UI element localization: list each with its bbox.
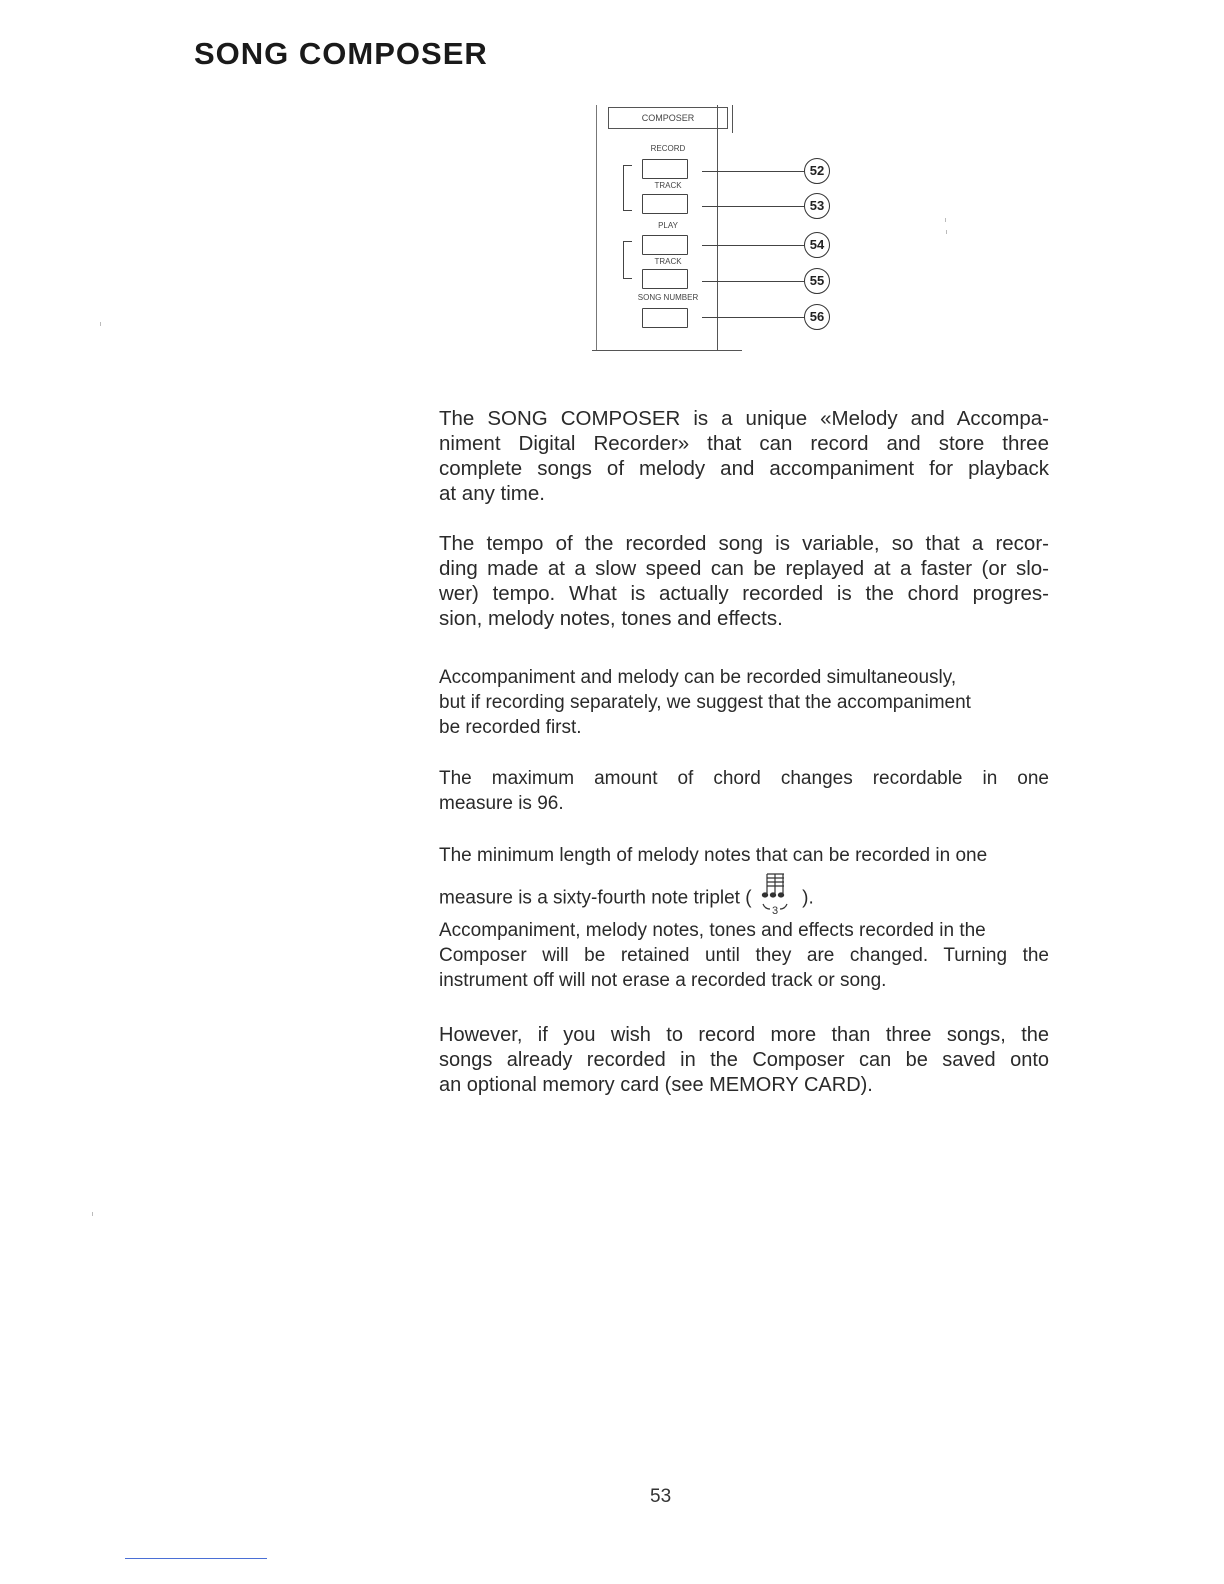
text-line: be recorded first. xyxy=(439,717,582,738)
play-label: PLAY xyxy=(658,221,678,230)
text-line: niment Digital Recorder» that can record and store three xyxy=(439,432,1049,455)
text-line: instrument off will not erase a recorded track or song. xyxy=(439,970,887,991)
scan-speck xyxy=(946,230,947,234)
leader-line xyxy=(702,206,804,207)
callout-54: 54 xyxy=(804,232,830,258)
callout-52: 52 xyxy=(804,158,830,184)
text-line: at any time. xyxy=(439,482,545,505)
paragraph-retention xyxy=(439,918,1049,993)
page-number: 53 xyxy=(650,1486,672,1507)
text-fragment: ). xyxy=(802,887,814,909)
text-line: The SONG COMPOSER is a unique «Melody and Accompa- xyxy=(439,407,1049,430)
text-line: songs already recorded in the Composer can be saved onto xyxy=(439,1049,1049,1071)
text-line: Accompaniment, melody notes, tones and effects recorded in the xyxy=(439,920,986,941)
callout-55: 55 xyxy=(804,268,830,294)
text-line: measure is 96. xyxy=(439,793,564,814)
text-line: However, if you wish to record more than three songs, the xyxy=(439,1024,1049,1046)
text-line: complete songs of melody and accompaniment for playback xyxy=(439,457,1049,480)
scan-speck xyxy=(945,218,946,222)
scan-speck xyxy=(92,1212,93,1216)
footer-rule xyxy=(125,1558,267,1559)
record-button[interactable] xyxy=(642,159,688,179)
scan-speck xyxy=(100,322,101,326)
composer-label: COMPOSER xyxy=(608,107,728,129)
paragraph-intro xyxy=(439,406,1049,506)
text-fragment: measure is a sixty-fourth note triplet ( xyxy=(439,887,752,909)
song-number-button[interactable] xyxy=(642,308,688,328)
paragraph-chord-changes xyxy=(439,766,1049,816)
leader-line xyxy=(702,317,804,318)
record-label: RECORD xyxy=(650,144,686,153)
text-line: Composer will be retained until they are changed. Turning the xyxy=(439,945,1049,966)
text-line: wer) tempo. What is actually recorded is the chord progres- xyxy=(439,582,1049,605)
song-number-label: SONG NUMBER xyxy=(637,293,699,302)
text-line: but if recording separately, we suggest that the accompaniment xyxy=(439,692,971,713)
leader-line xyxy=(702,245,804,246)
text-line: an optional memory card (see MEMORY CARD). xyxy=(439,1074,873,1096)
leader-line xyxy=(702,281,804,282)
composer-panel-diagram xyxy=(580,95,860,365)
text-line: The maximum amount of chord changes recordable in one xyxy=(439,768,1049,789)
text-line: The minimum length of melody notes that can be recorded in one xyxy=(439,845,988,866)
triplet-number: 3 xyxy=(771,905,778,917)
paragraph-tempo xyxy=(439,531,1049,631)
record-track-button[interactable] xyxy=(642,194,688,214)
leader-line xyxy=(702,171,804,172)
text-line: The tempo of the recorded song is variable, so that a recor- xyxy=(439,532,1049,555)
play-track-label: TRACK xyxy=(654,257,682,266)
paragraph-memory-card xyxy=(439,1023,1049,1098)
text-line: sion, melody notes, tones and effects. xyxy=(439,607,783,630)
panel-bottom-line xyxy=(592,350,742,351)
text-line: ding made at a slow speed can be replayed at a faster (or slo- xyxy=(439,557,1049,580)
play-track-button[interactable] xyxy=(642,269,688,289)
paragraph-simultaneous xyxy=(439,665,1049,740)
panel-divider xyxy=(732,105,733,133)
record-track-label: TRACK xyxy=(654,181,682,190)
callout-56: 56 xyxy=(804,304,830,330)
page-title: SONG COMPOSER xyxy=(194,36,488,71)
paragraph-min-length xyxy=(439,843,1049,929)
play-button[interactable] xyxy=(642,235,688,255)
text-line: Accompaniment and melody can be recorded simultaneously, xyxy=(439,667,957,688)
callout-53: 53 xyxy=(804,193,830,219)
